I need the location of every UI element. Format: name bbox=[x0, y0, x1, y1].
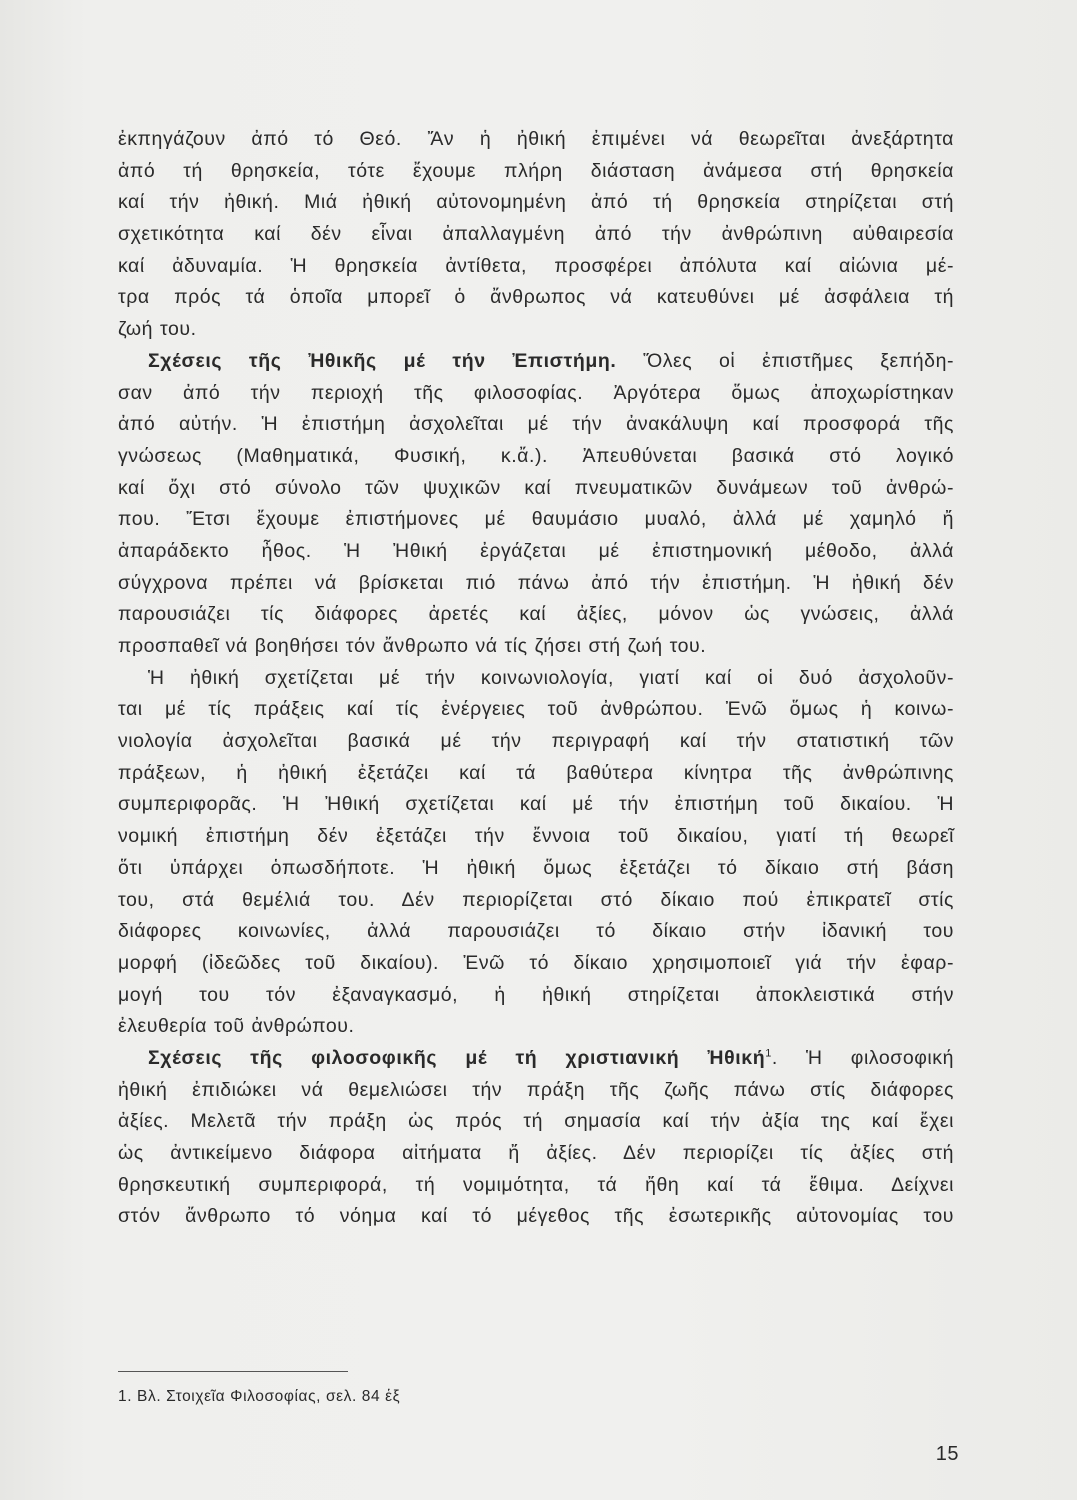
text-line: ὡς ἀντικείμενο διάφορα αἰτήματα ἤ ἀξίες. Δέν περιορίζει τίς ἀξίες στή bbox=[118, 1142, 954, 1164]
text-line: τρα πρός τά ὁποῖα μπορεῖ ὁ ἄνθρωπος νά κατευθύνει μέ ἀσφάλεια τή bbox=[118, 286, 954, 309]
text-line: ται μέ τίς πράξεις καί τίς ἐνέργειες τοῦ ἀνθρώπου. Ἐνῶ ὅμως ἡ κοινω- bbox=[118, 698, 954, 721]
text-line: σχετικότητα καί δέν εἶναι ἀπαλλαγμένη ἀπό τήν ἀνθρώπινη αὐθαιρεσία bbox=[118, 223, 954, 246]
text-line: ἀπαράδεκτο ἦθος. Ἡ Ἠθική ἐργάζεται μέ ἐπιστημονική μέθοδο, ἀλλά bbox=[118, 539, 954, 562]
footnote: 1. Βλ. Στοιχεῖα Φιλοσοφίας, σελ. 84 ἑξ bbox=[118, 1388, 401, 1405]
section-heading-line bbox=[118, 1043, 954, 1075]
text-line: του, στά θεμέλιά του. Δέν περιορίζεται στό δίκαιο πού ἐπικρατεῖ στίς bbox=[118, 888, 954, 911]
text-line: Ἡ ἠθική σχετίζεται μέ τήν κοινωνιολογία, γιατί καί οἱ δυό ἀσχολοῦν- bbox=[148, 666, 954, 689]
page-number: 15 bbox=[935, 1443, 959, 1465]
text-line: προσπαθεῖ νά βοηθήσει τόν ἄνθρωπο νά τίς ζήσει στή ζωή του. bbox=[118, 635, 707, 657]
section-heading-line bbox=[118, 346, 954, 378]
text-line: ζωή του. bbox=[118, 318, 197, 341]
text-line: σύγχρονα πρέπει νά βρίσκεται πιό πάνω ἀπό τήν ἐπιστήμη. Ἡ ἠθική δέν bbox=[118, 571, 954, 594]
text-line: νομική ἐπιστήμη δέν ἐξετάζει τήν ἔννοια τοῦ δικαίου, γιατί τή θεωρεῖ bbox=[118, 825, 954, 848]
text-line: θρησκευτική συμπεριφορά, τή νομιμότητα, τά ἤθη καί τά ἔθιμα. Δείχνει bbox=[118, 1173, 954, 1196]
text-line: ὅτι ὑπάρχει ὁπωσδήποτε. Ἡ ἠθική ὅμως ἐξετάζει τό δίκαιο στή βάση bbox=[118, 856, 954, 879]
text-line: παρουσιάζει τίς διάφορες ἀρετές καί ἀξίες, μόνον ὡς γνώσεις, ἀλλά bbox=[118, 603, 954, 626]
text-line: ἀξίες. Μελετᾶ τήν πράξη ὡς πρός τή σημασία καί τήν ἀξία της καί ἔχει bbox=[118, 1110, 954, 1133]
text-line: ἀπό τή θρησκεία, τότε ἔχουμε πλήρη διάσταση ἀνάμεσα στή θρησκεία bbox=[118, 159, 954, 182]
text-line: διάφορες κοινωνίες, ἀλλά παρουσιάζει τό δίκαιο στήν ἰδανική του bbox=[118, 920, 954, 943]
text-line: ἐλευθερία τοῦ ἀνθρώπου. bbox=[118, 1015, 355, 1038]
text-line: ἠθική ἐπιδιώκει νά θεμελιώσει τήν πράξη τῆς ζωῆς πάνω στίς διάφορες bbox=[118, 1078, 954, 1101]
text-line: ἐκπηγάζουν ἀπό τό Θεό. Ἄν ἡ ἠθική ἐπιμένει νά θεωρεῖται ἀνεξάρτητα bbox=[118, 128, 954, 150]
body-text bbox=[118, 124, 954, 1233]
text-line: μορφή (ἰδεῶδες τοῦ δικαίου). Ἐνῶ τό δίκαιο χρησιμοποιεῖ γιά τήν ἐφαρ- bbox=[118, 951, 954, 974]
text-line: μογή του τόν ἐξαναγκασμό, ἡ ἠθική στηρίζεται ἀποκλειστικά στήν bbox=[118, 983, 954, 1006]
text-line: καί ἀδυναμία. Ἡ θρησκεία ἀντίθετα, προσφέρει ἀπόλυτα καί αἰώνια μέ- bbox=[118, 254, 954, 277]
text-line: καί τήν ἠθική. Μιά ἠθική αὐτονομημένη ἀπό τή θρησκεία στηρίζεται στή bbox=[118, 191, 954, 214]
text-line: που. Ἔτσι ἔχουμε ἐπιστήμονες μέ θαυμάσιο μυαλό, ἀλλά μέ χαμηλό ἤ bbox=[118, 508, 954, 531]
text-line: ἀπό αὐτήν. Ἡ ἐπιστήμη ἀσχολεῖται μέ τήν ἀνακάλυψη καί προσφορά τῆς bbox=[118, 413, 954, 436]
text-line: στόν ἄνθρωπο τό νόημα καί τό μέγεθος τῆς ἐσωτερικῆς αὐτονομίας του bbox=[118, 1205, 954, 1228]
text-line: καί ὄχι στό σύνολο τῶν ψυχικῶν καί πνευματικῶν δυνάμεων τοῦ ἀνθρώ- bbox=[118, 476, 954, 499]
text-line: νιολογία ἀσχολεῖται βασικά μέ τήν περιγραφή καί τήν στατιστική τῶν bbox=[118, 730, 954, 753]
text-line: σαν ἀπό τήν περιοχή τῆς φιλοσοφίας. Ἀργότερα ὅμως ἀποχωρίστηκαν bbox=[118, 381, 954, 404]
section-heading: Σχέσεις τῆς Ἠθικῆς μέ τήν Ἐπιστήμη. bbox=[148, 349, 617, 372]
text-line: συμπεριφορᾶς. Ἡ Ἠθική σχετίζεται καί μέ τήν ἐπιστήμη τοῦ δικαίου. Ἡ bbox=[118, 793, 954, 816]
text-span: . Ἡ φιλοσοφική bbox=[771, 1046, 954, 1069]
text-line: πράξεων, ἡ ἠθική ἐξετάζει καί τά βαθύτερα κίνητρα τῆς ἀνθρώπινης bbox=[118, 761, 954, 784]
text-line: γνώσεως (Μαθηματικά, Φυσική, κ.ἄ.). Ἀπευθύνεται βασικά στό λογικό bbox=[118, 444, 954, 467]
footnote-divider bbox=[118, 1371, 348, 1372]
text-span: Ὅλες οἱ ἐπιστῆμες ξεπήδη- bbox=[643, 349, 955, 372]
section-heading: Σχέσεις τῆς φιλοσοφικῆς μέ τή χριστιανική Ἠθική bbox=[148, 1046, 766, 1069]
footnote-marker: 1 bbox=[765, 1047, 772, 1060]
